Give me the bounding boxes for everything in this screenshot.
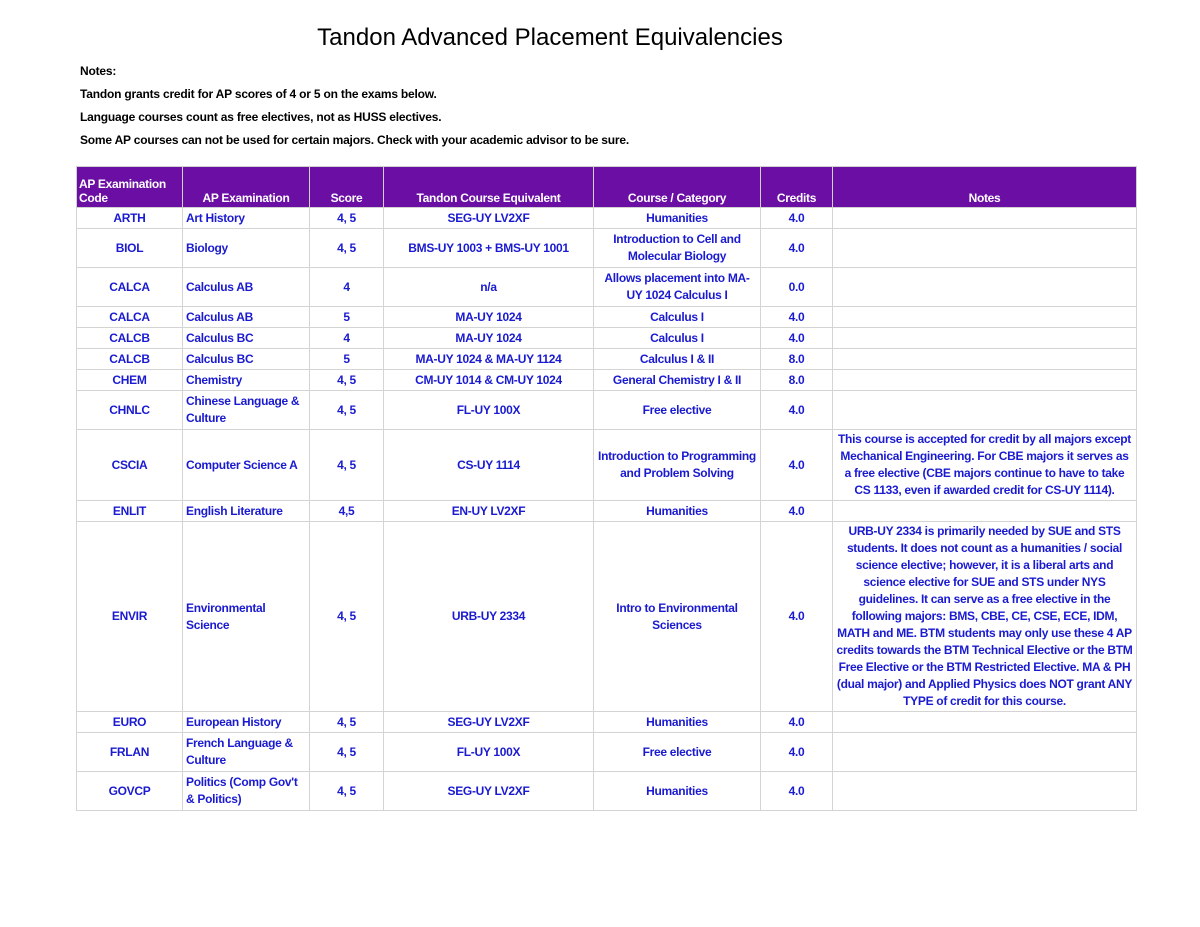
cell-credits: 8.0 — [761, 370, 833, 391]
cell-code: BIOL — [77, 229, 183, 268]
cell-score: 4 — [310, 328, 384, 349]
cell-equivalent: BMS-UY 1003 + BMS-UY 1001 — [384, 229, 594, 268]
table-row — [77, 712, 1137, 733]
cell-credits: 4.0 — [761, 307, 833, 328]
cell-code: CALCB — [77, 328, 183, 349]
cell-category: Intro to Environmental Sciences — [594, 522, 761, 712]
cell-code: ENLIT — [77, 501, 183, 522]
cell-credits: 4.0 — [761, 733, 833, 772]
page-title: Tandon Advanced Placement Equivalencies — [317, 24, 783, 51]
cell-code: CSCIA — [77, 430, 183, 501]
cell-score: 4, 5 — [310, 229, 384, 268]
header-score: Score — [310, 167, 384, 208]
cell-category: Calculus I & II — [594, 349, 761, 370]
table-header-row — [77, 167, 1137, 208]
cell-score: 4, 5 — [310, 430, 384, 501]
cell-code: CALCB — [77, 349, 183, 370]
cell-exam: Chemistry — [183, 370, 310, 391]
cell-credits: 4.0 — [761, 391, 833, 430]
cell-code: GOVCP — [77, 772, 183, 811]
cell-notes — [833, 349, 1137, 370]
table-row — [77, 229, 1137, 268]
cell-notes — [833, 328, 1137, 349]
cell-equivalent: SEG-UY LV2XF — [384, 772, 594, 811]
cell-category: Introduction to Programming and Problem Solving — [594, 430, 761, 501]
notes-section — [80, 60, 629, 152]
cell-exam: French Language & Culture — [183, 733, 310, 772]
cell-equivalent: CM-UY 1014 & CM-UY 1024 — [384, 370, 594, 391]
cell-score: 4, 5 — [310, 522, 384, 712]
cell-score: 4, 5 — [310, 772, 384, 811]
cell-score: 4, 5 — [310, 208, 384, 229]
cell-score: 4,5 — [310, 501, 384, 522]
cell-notes — [833, 370, 1137, 391]
table-row — [77, 391, 1137, 430]
cell-score: 4 — [310, 268, 384, 307]
header-equivalent: Tandon Course Equivalent — [384, 167, 594, 208]
cell-notes — [833, 391, 1137, 430]
table-row — [77, 772, 1137, 811]
cell-code: CHEM — [77, 370, 183, 391]
cell-category: Humanities — [594, 501, 761, 522]
cell-exam: Calculus BC — [183, 349, 310, 370]
cell-code: CHNLC — [77, 391, 183, 430]
cell-notes — [833, 229, 1137, 268]
header-category: Course / Category — [594, 167, 761, 208]
cell-equivalent: URB-UY 2334 — [384, 522, 594, 712]
table-row — [77, 370, 1137, 391]
cell-exam: Computer Science A — [183, 430, 310, 501]
cell-score: 4, 5 — [310, 712, 384, 733]
header-exam: AP Examination — [183, 167, 310, 208]
cell-exam: English Literature — [183, 501, 310, 522]
cell-exam: European History — [183, 712, 310, 733]
cell-equivalent: MA-UY 1024 & MA-UY 1124 — [384, 349, 594, 370]
cell-notes — [833, 307, 1137, 328]
notes-heading: Notes: — [80, 64, 117, 78]
cell-exam: Biology — [183, 229, 310, 268]
equivalency-table — [76, 166, 1137, 811]
cell-exam: Calculus AB — [183, 307, 310, 328]
cell-score: 4, 5 — [310, 733, 384, 772]
cell-notes: This course is accepted for credit by all majors except Mechanical Engineering. For CBE majors it serves as a free elective (CBE majors continue to have to take CS 1133, even if awarded credit for CS-UY 1114). — [833, 430, 1137, 501]
cell-score: 5 — [310, 307, 384, 328]
cell-category: Humanities — [594, 208, 761, 229]
cell-category: Humanities — [594, 712, 761, 733]
cell-equivalent: SEG-UY LV2XF — [384, 208, 594, 229]
cell-notes — [833, 501, 1137, 522]
cell-credits: 4.0 — [761, 712, 833, 733]
cell-notes — [833, 733, 1137, 772]
cell-credits: 4.0 — [761, 522, 833, 712]
cell-exam: Calculus AB — [183, 268, 310, 307]
table-row — [77, 208, 1137, 229]
cell-credits: 8.0 — [761, 349, 833, 370]
cell-notes — [833, 268, 1137, 307]
cell-category: Humanities — [594, 772, 761, 811]
cell-equivalent: EN-UY LV2XF — [384, 501, 594, 522]
cell-credits: 4.0 — [761, 501, 833, 522]
cell-code: ENVIR — [77, 522, 183, 712]
header-notes: Notes — [833, 167, 1137, 208]
cell-code: EURO — [77, 712, 183, 733]
cell-equivalent: FL-UY 100X — [384, 391, 594, 430]
cell-credits: 4.0 — [761, 772, 833, 811]
table-row — [77, 430, 1137, 501]
cell-score: 4, 5 — [310, 370, 384, 391]
notes-line: Some AP courses can not be used for certain majors. Check with your academic advisor to be sure. — [80, 133, 629, 147]
cell-equivalent: n/a — [384, 268, 594, 307]
cell-category: Free elective — [594, 391, 761, 430]
cell-score: 4, 5 — [310, 391, 384, 430]
cell-equivalent: FL-UY 100X — [384, 733, 594, 772]
table-row — [77, 328, 1137, 349]
cell-credits: 4.0 — [761, 430, 833, 501]
table-row — [77, 268, 1137, 307]
table-row — [77, 349, 1137, 370]
cell-code: ARTH — [77, 208, 183, 229]
table-row — [77, 522, 1137, 712]
cell-code: FRLAN — [77, 733, 183, 772]
cell-notes — [833, 772, 1137, 811]
cell-notes — [833, 208, 1137, 229]
header-credits: Credits — [761, 167, 833, 208]
cell-category: General Chemistry I & II — [594, 370, 761, 391]
cell-equivalent: SEG-UY LV2XF — [384, 712, 594, 733]
cell-category: Free elective — [594, 733, 761, 772]
cell-credits: 4.0 — [761, 229, 833, 268]
cell-exam: Politics (Comp Gov't & Politics) — [183, 772, 310, 811]
cell-credits: 4.0 — [761, 328, 833, 349]
cell-equivalent: MA-UY 1024 — [384, 328, 594, 349]
cell-score: 5 — [310, 349, 384, 370]
notes-line: Language courses count as free electives, not as HUSS electives. — [80, 110, 442, 124]
cell-exam: Art History — [183, 208, 310, 229]
cell-category: Introduction to Cell and Molecular Biology — [594, 229, 761, 268]
table-row — [77, 733, 1137, 772]
cell-exam: Calculus BC — [183, 328, 310, 349]
cell-category: Calculus I — [594, 307, 761, 328]
cell-exam: Environmental Science — [183, 522, 310, 712]
cell-category: Allows placement into MA-UY 1024 Calculus I — [594, 268, 761, 307]
cell-credits: 4.0 — [761, 208, 833, 229]
cell-exam: Chinese Language & Culture — [183, 391, 310, 430]
cell-code: CALCA — [77, 268, 183, 307]
cell-notes — [833, 712, 1137, 733]
table-row — [77, 501, 1137, 522]
table-row — [77, 307, 1137, 328]
header-code: AP Examination Code — [77, 167, 183, 208]
cell-code: CALCA — [77, 307, 183, 328]
cell-equivalent: CS-UY 1114 — [384, 430, 594, 501]
notes-line: Tandon grants credit for AP scores of 4 or 5 on the exams below. — [80, 87, 437, 101]
cell-equivalent: MA-UY 1024 — [384, 307, 594, 328]
cell-category: Calculus I — [594, 328, 761, 349]
cell-credits: 0.0 — [761, 268, 833, 307]
cell-notes: URB-UY 2334 is primarily needed by SUE and STS students. It does not count as a humanities / social science elective; however, it is a liberal arts and science elective for SUE and STS under NYS guidelines. It can serve as a free elective in the following majors: BMS, CBE, CE, CSE, ECE, IDM, MATH and ME. BTM students may only use these 4 AP credits towards the BTM Technical Elective or the BTM Free Elective or the BTM Restricted Elective. MA & PH (dual major) and Applied Physics does NOT grant ANY TYPE of credit for this course. — [833, 522, 1137, 712]
